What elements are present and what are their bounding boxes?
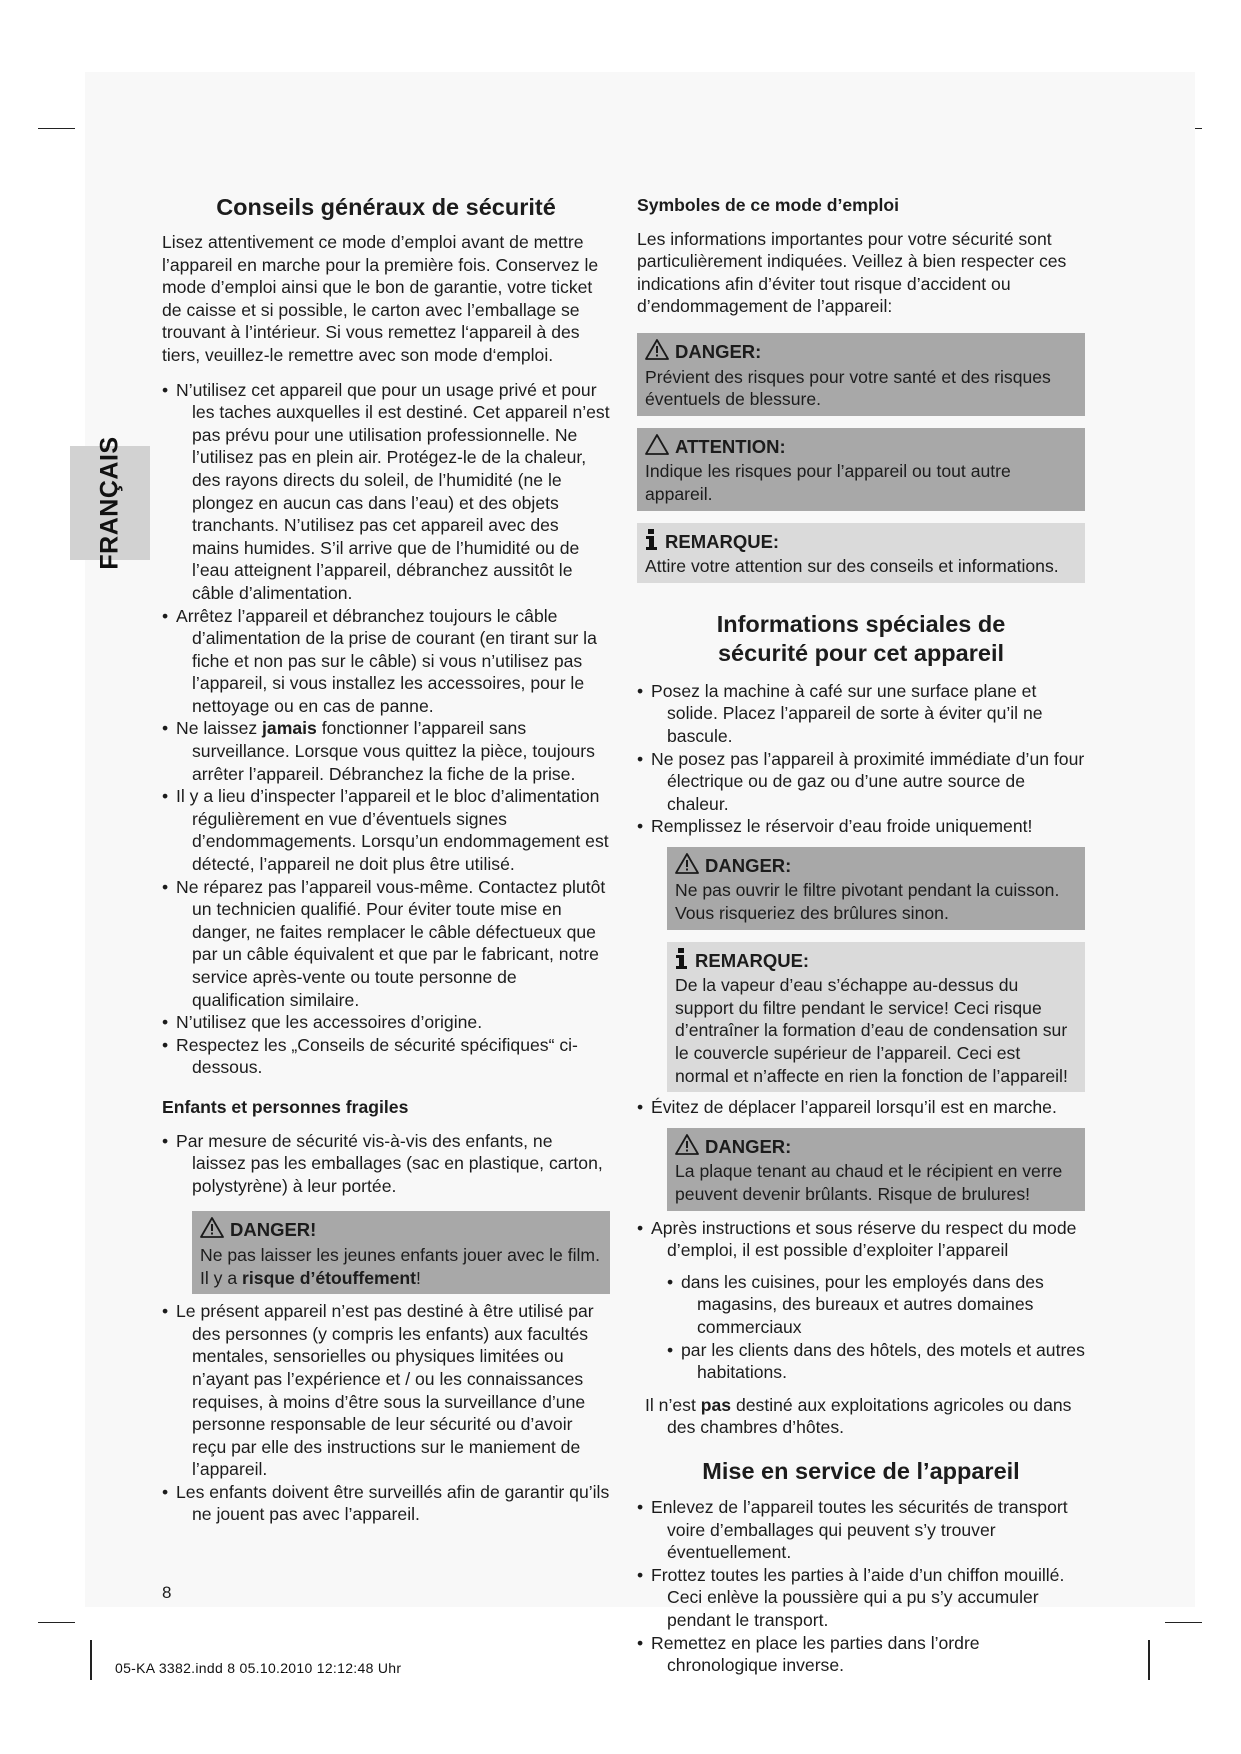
crop-mark [90, 1640, 92, 1680]
list-item: • Remettez en place les parties dans l’ordre chronologique inverse. [637, 1632, 1085, 1677]
legend-attention-box [637, 428, 1085, 511]
warning-triangle-icon [200, 1217, 224, 1244]
section-title-special-safety: Informations spéciales de sécurité pour cet appareil [716, 610, 1006, 666]
list-item: • Remplissez le réservoir d’eau froide uniquement! [637, 815, 1085, 838]
list-item: • Posez la machine à café sur une surface plane et solide. Placez l’appareil de sorte à éviter qu’il ne bascule. [637, 680, 1085, 748]
info-icon [645, 529, 659, 556]
attention-text: Indique les risques pour l’appareil ou tout autre appareil. [645, 461, 1011, 504]
list-item: • Arrêtez l’appareil et débranchez toujours le câble d’alimentation de la prise de courant (en tirant sur la fiche et non pas sur le câble) si vous n’utilisez pas l’appareil, si vous installez les accessoires, pour le nettoyage ou en cas de panne. [162, 605, 610, 718]
legend-danger-box [637, 333, 1085, 416]
list-item: • Enlevez de l’appareil toutes les sécurités de transport voire d’emballages qui peuvent s’y trouver éventuellement. [637, 1496, 1085, 1564]
danger-text: Ne pas ouvrir le filtre pivotant pendant la cuisson. Vous risqueriez des brûlures sinon. [675, 880, 1060, 924]
danger-title: DANGER: [675, 340, 762, 362]
list-item: • N’utilisez que les accessoires d’origine. [162, 1011, 610, 1034]
print-footer: 05-KA 3382.indd 8 05.10.2010 12:12:48 Uhr [115, 1660, 402, 1676]
right-column [637, 194, 1085, 1677]
list-item: • par les clients dans des hôtels, des motels et autres habitations. [667, 1339, 1085, 1384]
symbols-intro: Les informations importantes pour votre sécurité sont particulièrement indiquées. Veillez à bien respecter ces indications afin d’éviter tout risque d’accident ou d’endommagement de l’appareil: [637, 228, 1067, 317]
note-text: De la vapeur d’eau s’échappe au-dessus du support du filtre pendant le service! Ceci risque d’entraîner la formation d’eau de condensation sur le couvercle supérieur de l’appareil. Ceci est normal et n’affecte en rien la fonction de l’appareil! [675, 975, 1068, 1086]
crop-mark [1148, 1640, 1150, 1680]
note-box-steam [667, 942, 1085, 1093]
crop-mark [1165, 1622, 1202, 1623]
attention-title: ATTENTION: [675, 435, 786, 457]
list-item: • Frottez toutes les parties à l’aide d’un chiffon mouillé. Ceci enlève la poussière qui a pu s’y accumuler pendant le transport. [637, 1564, 1085, 1632]
list-item: • Ne réparez pas l’appareil vous-même. Contactez plutôt un technicien qualifié. Pour éviter toute mise en danger, ne faites remplacer le câble défectueux que par un câble équivalent et que par le fabricant, notre service après-vente ou toute personne de qualification similaire. [162, 876, 610, 1012]
list-item: • Respectez les „Conseils de sécurité spécifiques“ ci-dessous. [162, 1034, 610, 1079]
danger-title: DANGER: [705, 854, 792, 876]
warning-triangle-icon [675, 1134, 699, 1161]
children-list-2 [162, 1300, 610, 1526]
caution-triangle-icon [645, 434, 669, 461]
list-item: • Évitez de déplacer l’appareil lorsqu’il est en marche. [637, 1096, 1085, 1119]
page-number: 8 [162, 1583, 172, 1602]
list-item: • Par mesure de sécurité vis-à-vis des enfants, ne laissez pas les emballages (sac en plastique, carton, polystyrène) à leur portée. [162, 1130, 610, 1198]
warning-triangle-icon [645, 339, 669, 366]
legend-note-box [637, 523, 1085, 583]
list-item: • Ne laissez jamais fonctionner l’appareil sans surveillance. Lorsque vous quittez la pièce, toujours arrêter l’appareil. Débranchez la fiche de la prise. [162, 717, 610, 785]
danger-text: La plaque tenant au chaud et le récipient en verre peuvent devenir brûlants. Risque de brulures! [675, 1161, 1063, 1204]
danger-title: DANGER: [705, 1135, 792, 1157]
list-item: • Ne posez pas l’appareil à proximité immédiate d’un four électrique ou de gaz ou d’une autre source de chaleur. [637, 748, 1085, 816]
language-tab [70, 436, 150, 570]
crop-mark [38, 128, 75, 129]
list-item: • Après instructions et sous réserve du respect du mode d’emploi, il est possible d’exploiter l’appareil [637, 1217, 1085, 1262]
note-title: REMARQUE: [695, 949, 810, 971]
warning-triangle-icon [675, 853, 699, 880]
setup-list [637, 1496, 1085, 1677]
note-text: Attire votre attention sur des conseils et informations. [645, 556, 1059, 577]
list-item: • Les enfants doivent être surveillés afin de garantir qu’ils ne jouent pas avec l’appareil. [162, 1481, 610, 1526]
usage-list [637, 1217, 1085, 1262]
left-column [162, 193, 610, 1526]
special-safety-list [637, 680, 1085, 838]
danger-text: Ne pas laisser les jeunes enfants jouer avec le film. Il y a risque d’étouffement! [200, 1244, 600, 1288]
list-item: • Le présent appareil n’est pas destiné à être utilisé par des personnes (y compris les enfants) aux facultés mentales, sensorielles ou physiques limitées ou n’ayant pas l’expérience et / ou les connaissances requises, à moins d’être sous la surveillance d’une personne responsable de leur sécurité ou d’avoir reçu par elle des instructions sur le maniement de l’appareil. [162, 1300, 610, 1481]
intro-paragraph: Lisez attentivement ce mode d’emploi avant de mettre l’appareil en marche pour la première fois. Conservez le mode d’emploi ainsi que le bon de garantie, votre ticket de caisse et si possible, le carton avec l’emballage se trouvant à l’intérieur. Si vous remettez l‘appareil à des tiers, veuillez-le remettre avec son mode d‘emploi. [162, 232, 599, 365]
info-icon [675, 948, 689, 975]
list-item: • Il y a lieu d’inspecter l’appareil et le bloc d’alimentation régulièrement en vue d’éventuels signes d’endommagements. Lorsqu’un endommagement est détecté, l’appareil ne doit plus être utilisé. [162, 785, 610, 875]
usage-sub-list [667, 1271, 1085, 1384]
symbols-heading: Symboles de ce mode d’emploi [637, 195, 900, 215]
section-title-general-safety: Conseils généraux de sécurité [216, 194, 556, 220]
danger-title: DANGER! [230, 1219, 317, 1241]
list-item: • N’utilisez cet appareil que pour un usage privé et pour les taches auxquelles il est destiné. Cet appareil n’est pas prévu pour une utilisation professionnelle. Ne l’utilisez pas en plein air. Protégez-le de la chaleur, des rayons directs du soleil, de l’humidité (ne le plongez en aucun cas dans l’eau) et des objets tranchants. N’utilisez pas cet appareil avec des mains humides. S’il arrive que de l’humidité ou de l’eau atteignent l’appareil, débranchez aussitôt le câble d’alimentation. [162, 379, 610, 605]
crop-mark [38, 1622, 75, 1623]
danger-box-hotplate [667, 1128, 1085, 1211]
danger-box-children [192, 1211, 610, 1294]
note-title: REMARQUE: [665, 530, 780, 552]
not-intended-note: Il n’est pas destiné aux exploitations agricoles ou dans des chambres d’hôtes. [645, 1394, 1072, 1438]
children-list [162, 1130, 610, 1198]
language-tab-label: FRANÇAIS [95, 436, 124, 570]
section-title-setup: Mise en service de l’appareil [702, 1457, 1020, 1484]
safety-list [162, 379, 610, 1079]
subheading-children: Enfants et personnes fragiles [162, 1096, 409, 1117]
list-item: • dans les cuisines, pour les employés dans des magasins, des bureaux et autres domaines commerciaux [667, 1271, 1085, 1339]
danger-box-filter [667, 847, 1085, 930]
move-list [637, 1096, 1085, 1119]
danger-text: Prévient des risques pour votre santé et des risques éventuels de blessure. [645, 366, 1051, 410]
